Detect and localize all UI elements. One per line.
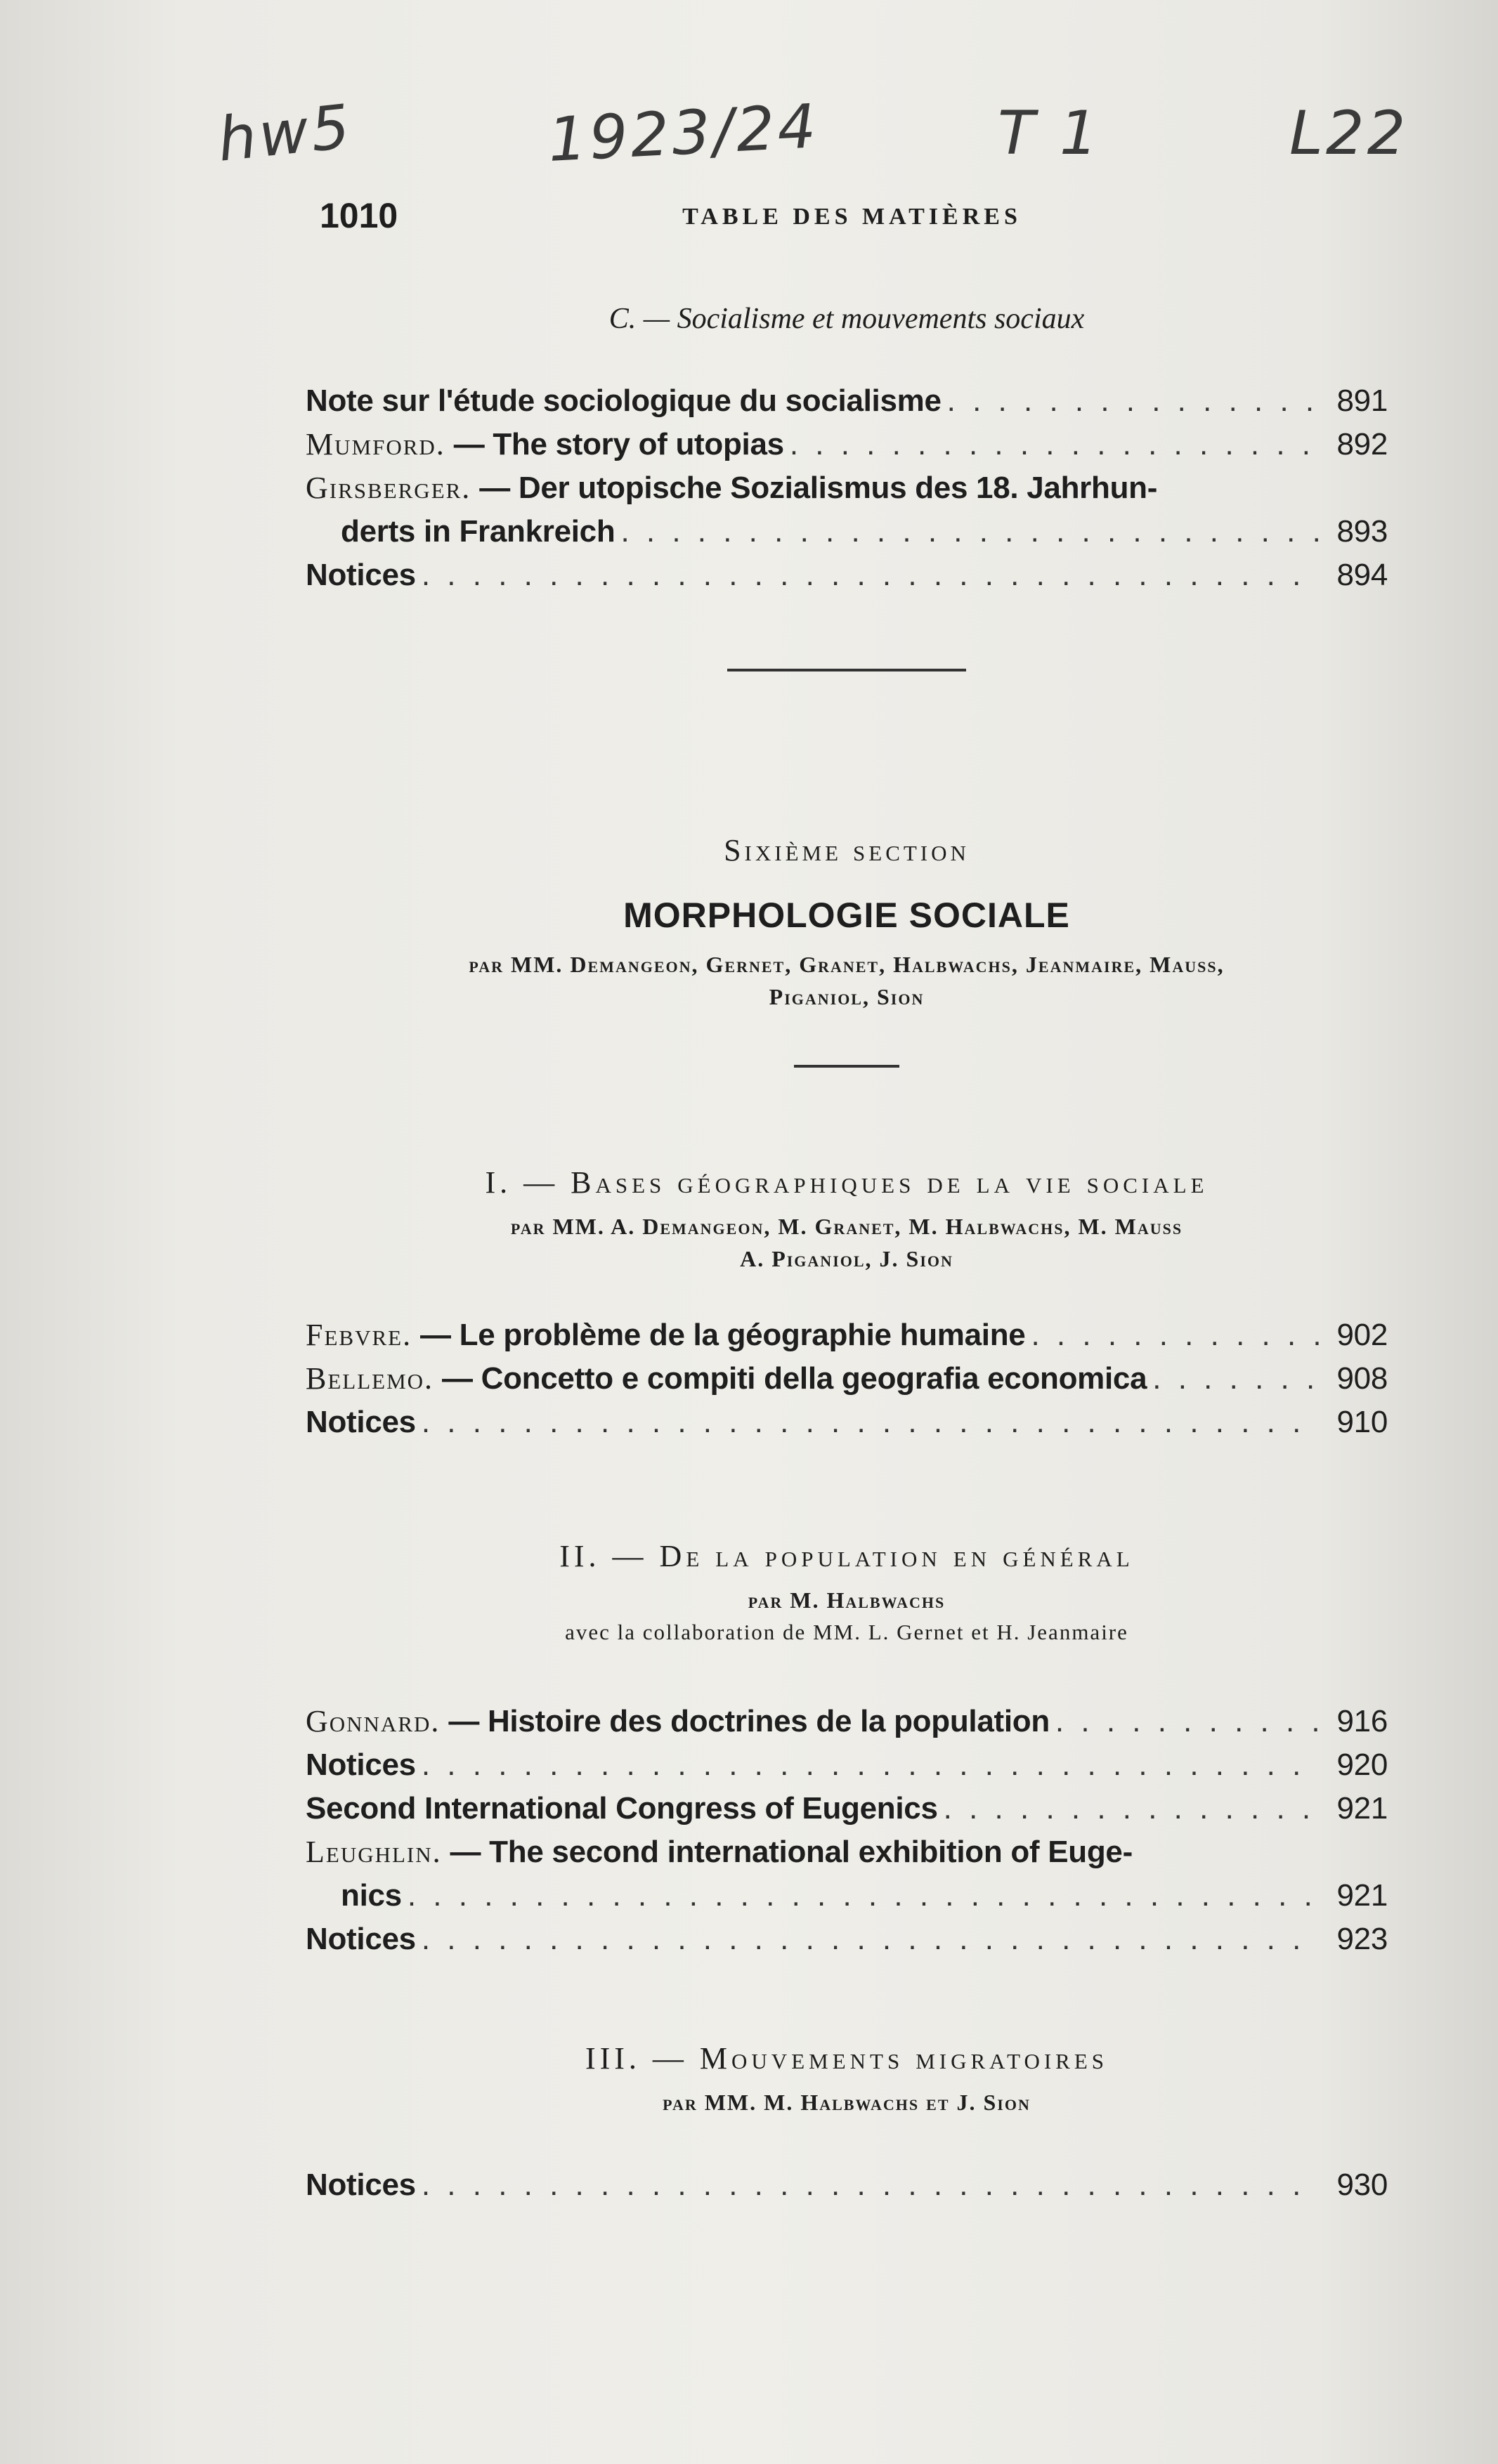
dot-leader — [422, 1401, 1319, 1444]
entry-page: 891 — [1336, 384, 1388, 418]
entry-title: Note sur l'étude sociologique du socialisme — [306, 384, 942, 418]
subsection-c-entries — [306, 379, 1388, 597]
section-six-header — [306, 832, 1388, 1013]
toc-entry — [306, 466, 1388, 510]
toc-entry — [306, 1743, 1388, 1787]
toc-entry — [306, 1401, 1388, 1444]
handwritten-shelfmark — [211, 84, 1476, 190]
handwritten-note-3: T 1 — [998, 98, 1101, 169]
dot-leader — [790, 423, 1319, 466]
dot-leader — [422, 1918, 1319, 1961]
divider-wrap — [306, 1065, 1388, 1068]
entry-title: — Der utopische Sozialismus des 18. Jahrhun- — [471, 471, 1158, 505]
entry-page: 916 — [1336, 1704, 1388, 1738]
dot-leader — [944, 1787, 1319, 1830]
toc-entry — [306, 423, 1388, 466]
chapter-1 — [306, 1165, 1388, 1275]
dot-leader — [1055, 1700, 1319, 1743]
entry-author: Gonnard. — [306, 1704, 441, 1738]
entry-author: Girsberger. — [306, 471, 471, 505]
entry-page: 892 — [1336, 427, 1388, 461]
entry-title: Second International Congress of Eugenics — [306, 1791, 938, 1826]
contributors-line: par MM. Demangeon, Gernet, Granet, Halbwachs, Jeanmaire, Mauss, — [469, 952, 1225, 977]
page-number: 1010 — [320, 196, 398, 235]
entry-author: Leughlin. — [306, 1835, 442, 1869]
entry-page: 923 — [1336, 1922, 1388, 1956]
dot-leader — [408, 1874, 1319, 1918]
contributors-line: Piganiol, Sion — [769, 984, 925, 1009]
section-divider — [727, 669, 966, 671]
entry-title: — The story of utopias — [445, 427, 784, 461]
entry-page: 893 — [1336, 514, 1388, 549]
entry-title: Notices — [306, 2168, 416, 2202]
toc-entry — [306, 1313, 1388, 1357]
toc-entry — [306, 553, 1388, 597]
dot-leader — [1152, 1357, 1319, 1401]
entry-title: — Le problème de la géographie humaine — [412, 1318, 1026, 1352]
chapter-2-entries — [306, 1700, 1388, 1961]
entry-title: — Concetto e compiti della geografia economica — [434, 1361, 1147, 1396]
dot-leader — [1031, 1313, 1319, 1357]
entry-page: 908 — [1336, 1361, 1388, 1396]
entry-author: Bellemo. — [306, 1361, 434, 1396]
toc-entry — [306, 1918, 1388, 1961]
toc-entry — [306, 1700, 1388, 1743]
running-title: TABLE DES MATIÈRES — [682, 204, 1022, 230]
handwritten-note-1: hw5 — [214, 91, 356, 176]
divider-wrap — [306, 669, 1388, 671]
toc-entry-continuation — [306, 1874, 1388, 1918]
chapter-title: III. — Mouvements migratoires — [585, 2041, 1109, 2076]
entry-page: 921 — [1336, 1791, 1388, 1826]
subsection-c — [306, 302, 1388, 336]
entry-author: Mumford. — [306, 427, 445, 461]
toc-entry — [306, 1830, 1388, 1874]
chapter-3 — [306, 2040, 1388, 2118]
subsection-heading: C. — Socialisme et mouvements sociaux — [608, 303, 1085, 335]
entry-title: Notices — [306, 1405, 416, 1439]
entry-page: 894 — [1336, 558, 1388, 592]
contributors-line: par M. Halbwachs — [748, 1587, 946, 1613]
handwritten-note-2: 1923/24 — [546, 91, 821, 176]
entry-title: — The second international exhibition of Euge- — [441, 1835, 1133, 1869]
chapter-title: II. — De la population en général — [559, 1539, 1134, 1573]
dot-leader — [620, 510, 1319, 553]
entry-page: 930 — [1336, 2168, 1388, 2202]
handwritten-note-4: L22 — [1289, 98, 1409, 169]
contributors-line: A. Piganiol, J. Sion — [740, 1246, 953, 1271]
dot-leader — [422, 1743, 1319, 1787]
entry-title-cont: nics — [341, 1878, 402, 1913]
toc-entry — [306, 1787, 1388, 1830]
entry-title: Notices — [306, 1748, 416, 1782]
entry-page: 910 — [1336, 1405, 1388, 1439]
chapter-1-entries — [306, 1313, 1388, 1444]
entry-page: 902 — [1336, 1318, 1388, 1352]
section-divider — [794, 1065, 899, 1068]
entry-author: Febvre. — [306, 1318, 412, 1352]
chapter-2 — [306, 1538, 1388, 1649]
entry-title: Notices — [306, 558, 416, 592]
toc-entry — [306, 1357, 1388, 1401]
dot-leader — [947, 379, 1319, 423]
toc-entry — [306, 379, 1388, 423]
entry-page: 921 — [1336, 1878, 1388, 1913]
page-header — [320, 190, 1384, 239]
dot-leader — [422, 2163, 1319, 2207]
chapter-3-entries — [306, 2163, 1388, 2207]
dot-leader — [422, 553, 1319, 597]
contributors-line: avec la collaboration de MM. L. Gernet et H. Jeanmaire — [565, 1620, 1128, 1644]
contributors-line: par MM. M. Halbwachs et J. Sion — [663, 2090, 1031, 2115]
contributors-line: par MM. A. Demangeon, M. Granet, M. Halbwachs, M. Mauss — [510, 1214, 1183, 1239]
entry-title: — Histoire des doctrines de la population — [440, 1704, 1050, 1738]
entry-title-cont: derts in Frankreich — [341, 514, 616, 549]
toc-entry — [306, 2163, 1388, 2207]
chapter-title: I. — Bases géographiques de la vie sociale — [485, 1165, 1209, 1200]
section-title: MORPHOLOGIE SOCIALE — [623, 896, 1070, 935]
toc-entry-continuation — [306, 510, 1388, 553]
section-name: Sixième section — [724, 833, 970, 867]
entry-page: 920 — [1336, 1748, 1388, 1782]
entry-title: Notices — [306, 1922, 416, 1956]
